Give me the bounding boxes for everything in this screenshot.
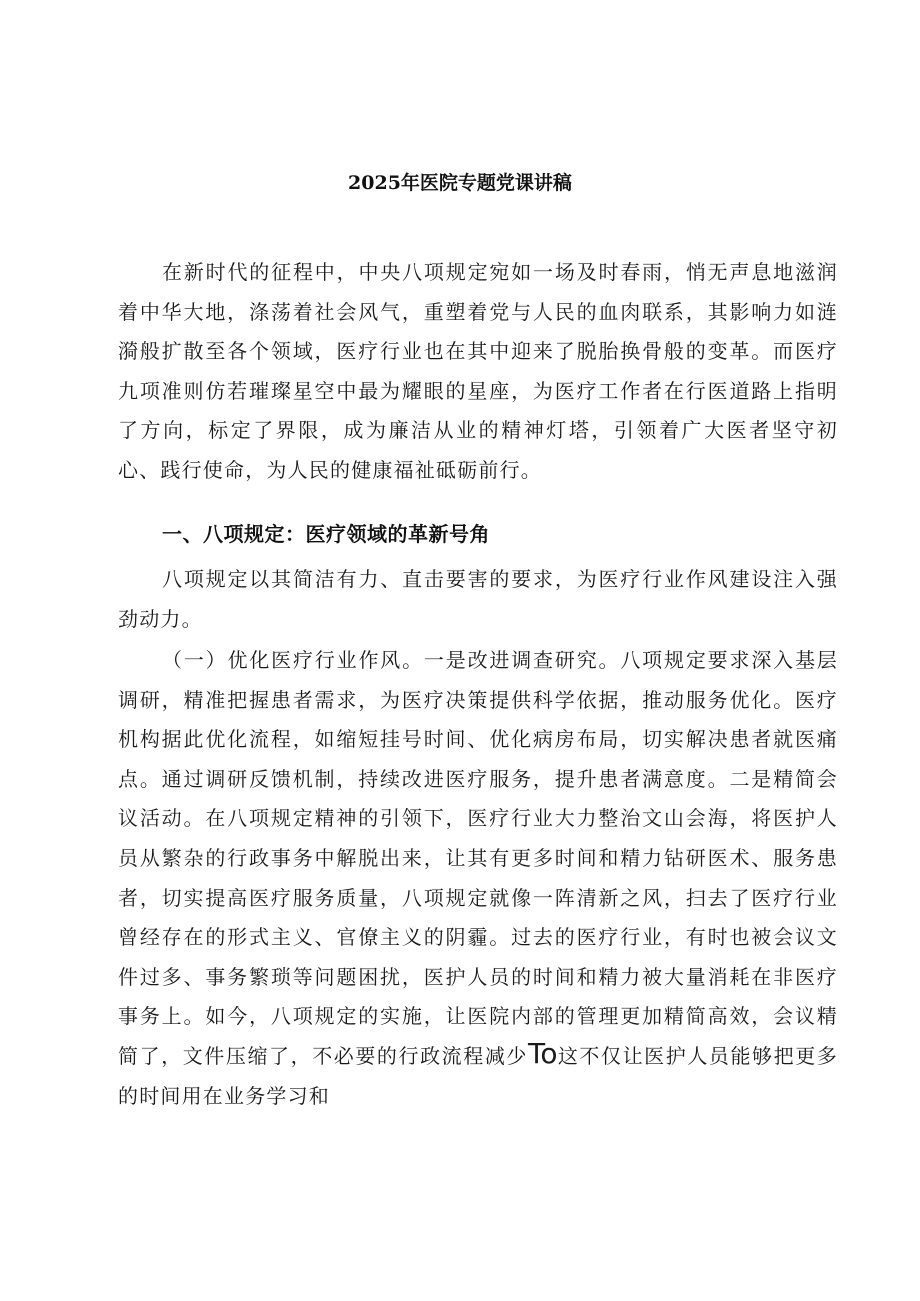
intro-paragraph: 在新时代的征程中，中央八项规定宛如一场及时春雨，悄无声息地滋润着中华大地，涤荡着社会风气，重塑着党与人民的血肉联系，其影响力如涟漪般扩散至各个领域，医疗行业也在其中迎来了脱胎换骨般的变革。而医疗九项准则仿若璀璨星空中最为耀眼的星座，为医疗工作者在行医道路上指明了方向，标定了界限，成为廉洁从业的精神灯塔，引领着广大医者坚守初心、践行使命，为人民的健康福祉砥砺前行。 (118, 260, 838, 482)
section-1-subsection-paragraph (118, 641, 838, 1116)
paragraph-text-artifact: To (527, 1036, 558, 1070)
section-heading-1: 一、八项规定：医疗领域的革新号角 (162, 522, 490, 546)
paragraph-text-part-2: 这不仅让医护人员能够把更多的时间用在业务学习和 (118, 1043, 838, 1108)
section-1-intro-paragraph: 八项规定以其简洁有力、直击要害的要求，为医疗行业作风建设注入强劲动力。 (118, 567, 838, 631)
paragraph-text-part-1: （一）优化医疗行业作风。一是改进调查研究。八项规定要求深入基层调研，精准把握患者需求，为医疗决策提供科学依据，推动服务优化。医疗机构据此优化流程，如缩短挂号时间、优化病房布局，切实解决患者就医痛点。通过调研反馈机制，持续改进医疗服务，提升患者满意度。二是精简会议活动。在八项规定精神的引领下，医疗行业大力整治文山会海，将医护人员从繁杂的行政事务中解脱出来，让其有更多时间和精力钻研医术、服务患者，切实提高医疗服务质量，八项规定就像一阵清新之风，扫去了医疗行业曾经存在的形式主义、官僚主义的阴霾。过去的医疗行业，有时也被会议文件过多、事务繁琐等问题困扰，医护人员的时间和精力被大量消耗在非医疗事务上。如今，八项规定的实施，让医院内部的管理更加精简高效，会议精简了，文件压缩了，不必要的行政流程减少 (118, 648, 838, 1068)
document-title: 2025年医院专题党课讲稿 (348, 172, 572, 194)
